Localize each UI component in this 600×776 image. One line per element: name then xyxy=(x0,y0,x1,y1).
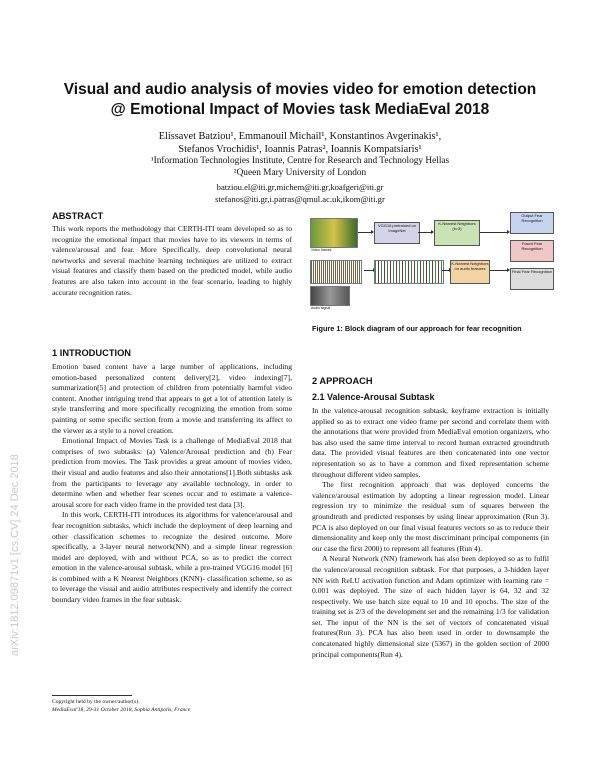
authors-line-2: Stefanos Vrochidis¹, Ioannis Patras², Ioannis Kompatsiaris¹ xyxy=(178,144,422,155)
arrow-icon xyxy=(358,232,372,233)
intro-paragraph-2: Emotional Impact of Movies Task is a challenge of MediaEval 2018 that comprises of two subtasks: (a) Valence/Arousal prediction and (b) Fear prediction from movies. The Task provides a great amount of movies video, their visual and audio features and also their annotations[1].Both subtasks ask from the participants to leverage any available technology, in order to determine when and whether fear scenes occur and to estimate a valence-arousal score for each video frame in the provided test data [3]. xyxy=(52,436,292,509)
copyright-note xyxy=(52,698,190,714)
introduction-body xyxy=(52,362,292,606)
affiliation-2: ²Queen Mary University of London xyxy=(233,168,367,178)
title-line-1: Visual and audio analysis of movies video for emotion detection xyxy=(63,81,537,98)
copyright-line-1: Copyright held by the owner/author(s). xyxy=(52,699,140,705)
video-frames-image xyxy=(310,218,358,248)
movie-frame-image xyxy=(310,286,350,306)
arxiv-stamp xyxy=(0,330,20,660)
copyright-line-2: MediaEval'18, 29-31 October 2018, Sophia Antipolis, France xyxy=(52,707,191,713)
figure-caption: Figure 1: Block diagram of our approach for fear recognition xyxy=(312,324,522,333)
abstract-body xyxy=(52,224,292,298)
arrow-icon xyxy=(418,232,432,233)
knn-audio-box: K-Nearest Neighbors on audio features xyxy=(450,260,490,284)
title-line-2: @ Emotional Impact of Movies task MediaEval 2018 xyxy=(110,101,490,118)
affiliation-1: ¹Information Technologies Institute, Centre for Research and Technology Hellas xyxy=(150,156,450,166)
audio-spectrum-image xyxy=(374,260,444,284)
approach-paragraph-2: The first recognition approach that was deployed concerns the valence/arousal estimation by adopting a linear regression model. Linear regression try to minimize the residual sum of squares between the groundtruth and predicted responses by using linear approximation (Run 3). PCA is also deployed on our final visual features vectors so as to reduce their dimensionality and keep only the most discriminant principal components (in our case the first 2000) to represent all features (Run 4). xyxy=(312,480,549,553)
video-frames-label: Video frames xyxy=(311,248,332,252)
footnote-rule xyxy=(52,695,132,696)
figure-block-diagram xyxy=(308,208,552,316)
audio-signal-image xyxy=(310,260,362,284)
authors-line-1: Elissavet Batziou¹, Emmanouil Michail¹, Konstantinos Avgerinakis¹, xyxy=(158,131,442,142)
email-line-2: stefanos@iti.gr,i.patras@qmul.ac.uk,ikom@iti.gr xyxy=(215,194,385,204)
introduction-heading: 1 INTRODUCTION xyxy=(52,348,132,358)
intro-paragraph-3: In this work, CERTH-ITI introduces its algorithms for valence/arousal and fear recognition subtasks, which include the deployment of deep learning and other classification schemes to recognize the desired outcome. More specifically, a 3-layer neural network(NN) and a simple linear regression model are deployed, with and without PCA, so as to predict the correct emotion in the valence-arousal subtask, while a pre-trained VGG16 model [6] is combined with a K Nearest Neighbors (KNN)- classification scheme, so as to leverage the visual and audio attributes respectively and identify the correct boundary video frames in the fear subtask. xyxy=(52,510,292,605)
vgg16-box: VGG16 pretrained on ImageNet xyxy=(374,222,420,244)
valence-arousal-heading: 2.1 Valence-Arousal Subtask xyxy=(312,392,435,402)
approach-paragraph-1: In the valence-arousal recognition subtask, keyframe extraction is initially applied so as to extract one video frame per second and correlate them with the annotations that were provided from MediaEval emotion organizers, who has also used the same time interval to record human extracted groundtruth data. The provided visual features are then concatenated into one vector representation so as to have a common and fixed representation scheme throughout different video samples. xyxy=(312,406,549,479)
arrow-icon xyxy=(490,270,508,271)
approach-paragraph-3: A Neural Network (NN) framework has also been deployed so as to fulfil the valence/arousal recognition subtask. For that purposes, a 3-hidden layer NN with ReLU activation function and Adam optimizer with learning rate = 0.001 was deployed. The size of each hidden layer is 64, 32 and 32 respectively. We use batch size equal to 10 and 10 epochs. The size of the training set is 2/3 of the development set and the remaining 1/3 for validation set. The input of the NN is the set of vectors of concatenated visual features(Run 3). PCA has also been used in order to downsample the concatenated highly dimensional size (5367) in the golden section of 2000 principal components(Run 4). xyxy=(312,554,549,659)
knn-visual-box: K-Nearest Neighbors (k=3) xyxy=(434,220,480,246)
audio-signal-label: Audio signal xyxy=(311,306,331,310)
paper-title xyxy=(40,80,560,120)
arrow-icon xyxy=(480,232,508,233)
output-box-1: Output Fear Recognition xyxy=(510,212,554,234)
intro-paragraph-1: Emotion based content have a large number of applications, including emotion-based personalized content delivery[2], video indexing[7], summarization[5] and protection of children from potentially harmful video content. Another intriguing trend that appears to get a lot of attention lately is style transferring and more specifically recognizing the emotion from some painting or some specific section from a movie and transferring its affect to the viewer as a style to a novel creation. xyxy=(52,362,292,435)
arrow-icon xyxy=(364,270,374,271)
approach-body xyxy=(312,406,549,660)
approach-heading: 2 APPROACH xyxy=(312,376,373,386)
email-line-1: batziou.el@iti.gr,michem@iti.gr,koafgeri@iti.gr xyxy=(216,182,384,192)
arxiv-stamp-text: arXiv:1812.09871v1 [cs.CV] 24 Dec 2018 xyxy=(9,454,21,656)
arrow-icon xyxy=(442,270,450,271)
output-box-3: Final Fear Recognition xyxy=(510,268,554,290)
abstract-heading: ABSTRACT xyxy=(52,211,104,221)
output-box-2: Fused Fear Recognition xyxy=(510,240,554,262)
abstract-text: This work reports the methodology that CERTH-ITI team developed so as to recognize the emotional impact that movies have to its viewers in terms of valence/arousal and fear. More Specifically, deep convolutional neural newtworks and several machine learning techniques are utilized to extract visual features and classify them based on the predicted model, while audio features are also taken into account in the fear scenario, leading to highly accurate recognition rates. xyxy=(52,224,292,297)
